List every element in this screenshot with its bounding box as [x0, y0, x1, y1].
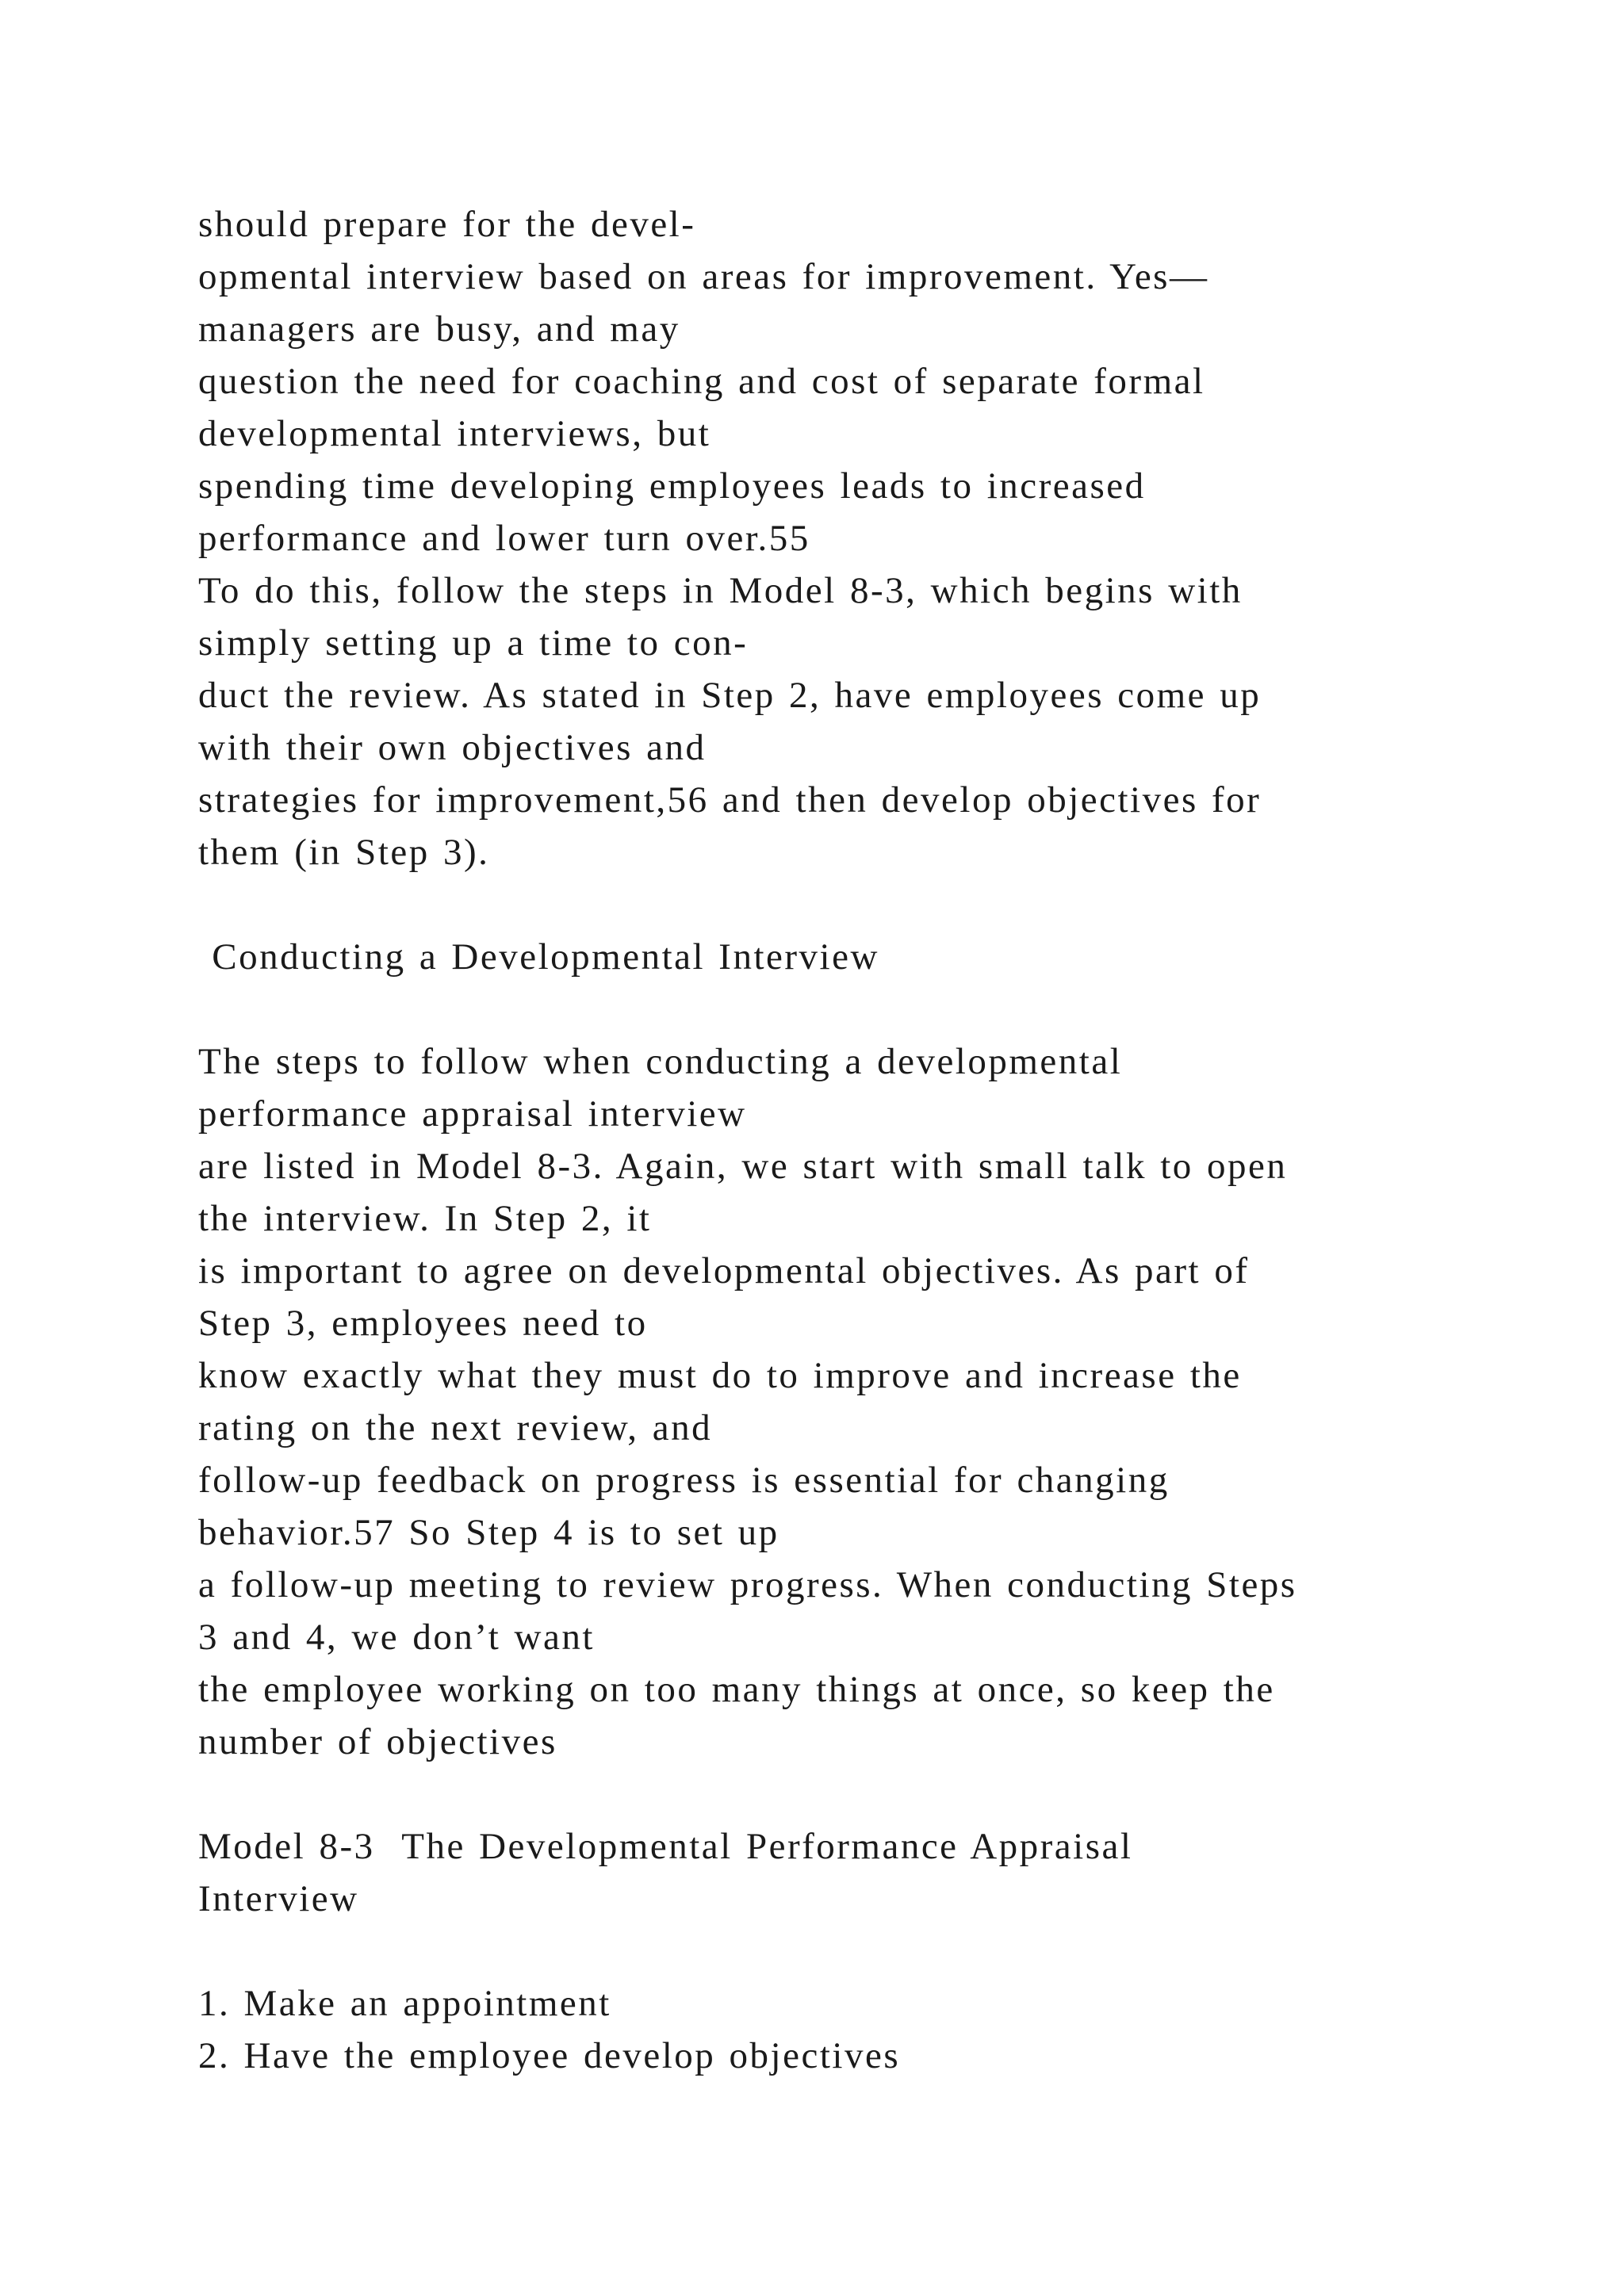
text-line: are listed in Model 8-3. Again, we start with small talk to open: [198, 1146, 1288, 1187]
text-line: behavior.57 So Step 4 is to set up: [198, 1512, 779, 1553]
text-line: the interview. In Step 2, it: [198, 1198, 652, 1239]
blank-line: [198, 1925, 1546, 1977]
document-page: [198, 198, 1546, 2082]
text-line: opmental interview based on areas for improvement. Yes—: [198, 256, 1209, 297]
model-title: Interview: [198, 1878, 359, 1919]
text-line: simply setting up a time to con-: [198, 622, 749, 664]
model-title: Model 8-3 The Developmental Performance Appraisal: [198, 1826, 1133, 1867]
text-line: is important to agree on developmental objectives. As part of: [198, 1250, 1250, 1292]
text-line: The steps to follow when conducting a developmental: [198, 1041, 1123, 1082]
section-heading: Conducting a Developmental Interview: [198, 936, 879, 978]
text-line: know exactly what they must do to improve and increase the: [198, 1355, 1242, 1396]
text-line: question the need for coaching and cost of separate formal: [198, 361, 1205, 402]
text-line: the employee working on too many things at once, so keep the: [198, 1669, 1275, 1710]
text-line: should prepare for the devel-: [198, 204, 696, 245]
list-item: 2. Have the employee develop objectives: [198, 2035, 901, 2076]
list-item: 1. Make an appointment: [198, 1983, 611, 2024]
text-line: number of objectives: [198, 1721, 557, 1762]
text-line: duct the review. As stated in Step 2, have employees come up: [198, 675, 1262, 716]
text-line: To do this, follow the steps in Model 8-3, which begins with: [198, 570, 1243, 611]
text-line: managers are busy, and may: [198, 308, 680, 350]
text-line: them (in Step 3).: [198, 832, 490, 873]
text-line: spending time developing employees leads to increased: [198, 465, 1146, 507]
blank-line: [198, 878, 1546, 931]
text-line: performance appraisal interview: [198, 1093, 747, 1135]
text-line: follow-up feedback on progress is essential for changing: [198, 1460, 1170, 1501]
text-line: 3 and 4, we don’t want: [198, 1617, 595, 1658]
text-line: performance and lower turn over.55: [198, 518, 810, 559]
text-line: developmental interviews, but: [198, 413, 711, 454]
text-line: rating on the next review, and: [198, 1407, 713, 1448]
blank-line: [198, 983, 1546, 1035]
text-line: Step 3, employees need to: [198, 1303, 648, 1344]
text-line: strategies for improvement,56 and then develop objectives for: [198, 779, 1262, 821]
blank-line: [198, 1768, 1546, 1820]
text-line: a follow-up meeting to review progress. When conducting Steps: [198, 1564, 1297, 1605]
text-line: with their own objectives and: [198, 727, 707, 768]
